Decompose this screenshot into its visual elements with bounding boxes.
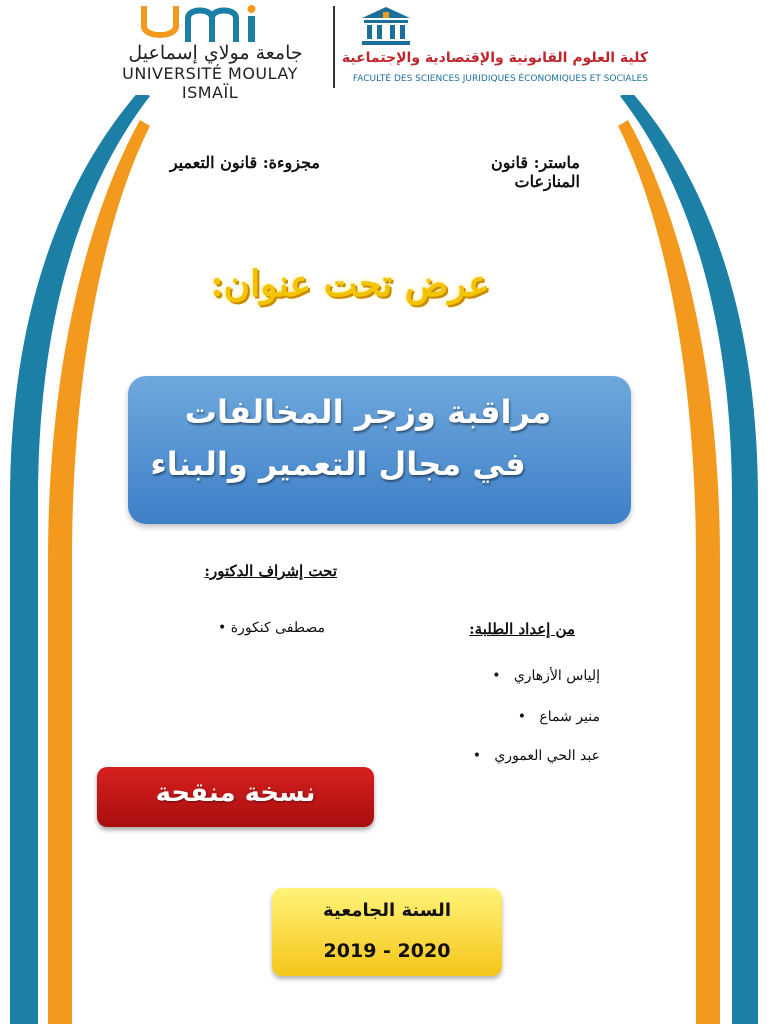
- student-name: عبد الحي العموري: [494, 748, 600, 764]
- bullet-icon: •: [218, 620, 227, 636]
- student-name: إلياس الأزهاري: [513, 668, 600, 684]
- umi-logo: [140, 4, 290, 44]
- supervisor-name: [150, 620, 325, 636]
- header-divider: [333, 6, 335, 88]
- supervisor-name-text: مصطفى كنكورة: [230, 620, 325, 636]
- module-label: مجزوءة: قانون التعمير: [169, 153, 320, 172]
- academic-year-label: السنة الجامعية: [322, 900, 451, 921]
- student-item: [440, 748, 600, 764]
- title-line-1: مراقبة وزجر المخالفات: [184, 393, 552, 431]
- master-label: ماستر: قانون المنازعات: [491, 153, 580, 191]
- bullet-icon: •: [492, 668, 510, 684]
- bullet-icon: •: [517, 709, 535, 725]
- university-name-ar: جامعة مولاي إسماعيل: [128, 42, 303, 64]
- left-teal-arch: [10, 90, 150, 1024]
- faculty-name-fr: FACULTÉ DES SCIENCES JURIDIQUES ÉCONOMIQUES ET SOCIALES: [352, 74, 648, 84]
- academic-year-value: 2019 - 2020: [323, 940, 451, 962]
- revised-version-label: نسخة منقحة: [155, 778, 316, 808]
- student-item: [440, 668, 600, 684]
- faculty-name-ar: كلية العلوم القانونية والإقتصادية والإجتماعية: [341, 50, 648, 66]
- student-name: منير شماع: [539, 709, 600, 725]
- student-item: [440, 709, 600, 725]
- faculty-building-icon: [356, 4, 416, 48]
- supervisor-label: تحت إشراف الدكتور:: [204, 562, 337, 580]
- students-label: من إعداد الطلبة:: [469, 620, 575, 638]
- bullet-icon: •: [472, 748, 490, 764]
- title-line-2: في مجال التعمير والبناء: [150, 445, 526, 483]
- university-name-fr: UNIVERSITÉ MOULAY ISMAÏL: [122, 64, 298, 102]
- right-teal-arch: [620, 90, 758, 1024]
- presentation-heading: عرض تحت عنوان:: [210, 263, 490, 305]
